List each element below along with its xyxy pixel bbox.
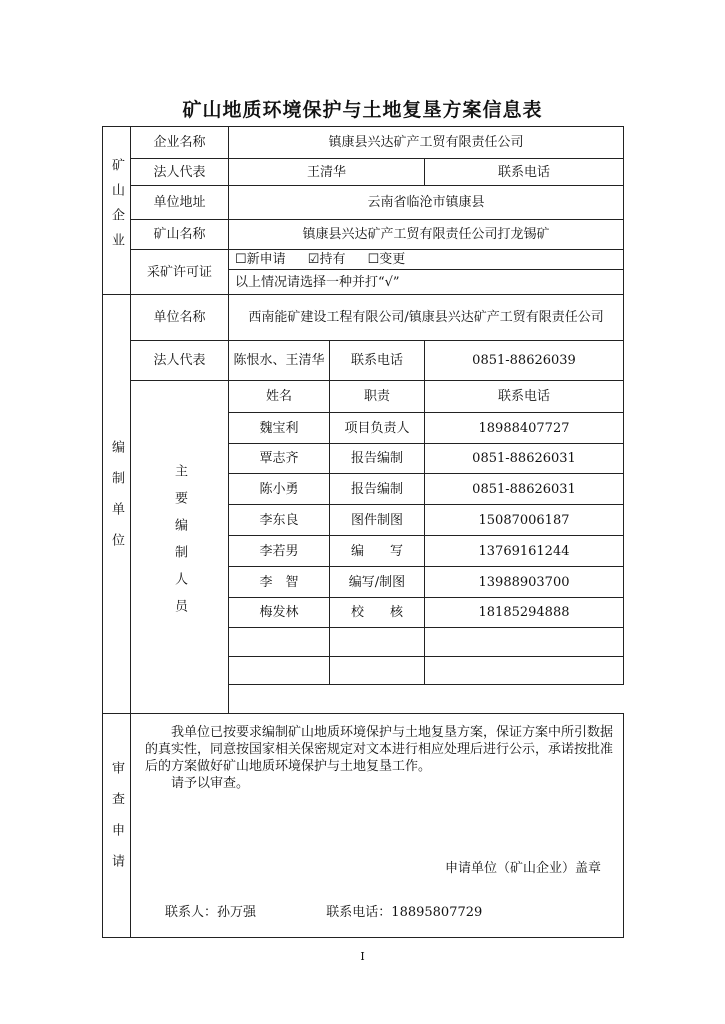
review-statement: 我单位已按要求编制矿山地质环境保护与土地复垦方案，保证方案中所引数据的真实性，同意按国家相关保密规定对文本进行相应处理后进行公示，承诺按批准后的方案做好矿山地质环境保护与土地复垦工作。 — [145, 725, 614, 774]
staff-phone: 0851-88626031 — [425, 474, 624, 505]
staff-role: 编写/制图 — [330, 567, 425, 598]
unit-legal-rep-value: 陈恨水、王清华 — [229, 341, 330, 381]
unit-name-label: 单位名称 — [131, 295, 229, 341]
staff-phone — [425, 628, 624, 657]
permit-options — [229, 250, 624, 270]
permit-note: 以上情况请选择一种并打“√” — [229, 270, 624, 295]
checkbox-held[interactable]: ☑持有 — [307, 252, 346, 267]
review-request: 请予以审查。 — [171, 776, 250, 791]
contact-person: 联系人：孙万强 — [165, 905, 257, 920]
mine-enterprise-section-label: 矿山企业 — [103, 127, 131, 295]
compiling-unit-section-label: 编制单位 — [103, 295, 131, 714]
address-value: 云南省临沧市镇康县 — [229, 186, 624, 220]
unit-legal-rep-label: 法人代表 — [131, 341, 229, 381]
legal-rep-value: 王清华 — [229, 159, 425, 186]
staff-name: 梅发林 — [229, 598, 330, 628]
contact-phone: 联系电话：18895807729 — [326, 905, 483, 920]
staff-role: 项目负责人 — [330, 413, 425, 444]
checkbox-new-application[interactable]: ☐新申请 — [235, 252, 286, 267]
checkbox-change[interactable]: ☐变更 — [367, 252, 406, 267]
staff-header-name: 姓名 — [229, 381, 330, 413]
staff-role: 校 核 — [330, 598, 425, 628]
contact-line — [165, 904, 482, 921]
mine-name-value: 镇康县兴达矿产工贸有限责任公司打龙锡矿 — [229, 220, 624, 250]
permit-label: 采矿许可证 — [131, 250, 229, 295]
staff-phone: 13988903700 — [425, 567, 624, 598]
staff-name: 覃志齐 — [229, 444, 330, 474]
staff-header-role: 职责 — [330, 381, 425, 413]
stamp-line: 申请单位（矿山企业）盖章 — [445, 861, 602, 876]
company-name-label: 企业名称 — [131, 127, 229, 159]
unit-name-value: 西南能矿建设工程有限公司/镇康县兴达矿产工贸有限责任公司 — [229, 295, 624, 341]
company-name-value: 镇康县兴达矿产工贸有限责任公司 — [229, 127, 624, 159]
mine-name-label: 矿山名称 — [131, 220, 229, 250]
address-label: 单位地址 — [131, 186, 229, 220]
staff-phone: 18988407727 — [425, 413, 624, 444]
page-number: I — [360, 950, 365, 963]
info-table — [102, 126, 624, 938]
staff-phone: 0851-88626031 — [425, 444, 624, 474]
staff-phone — [425, 657, 624, 685]
staff-name — [229, 657, 330, 685]
staff-name: 李 智 — [229, 567, 330, 598]
staff-role: 报告编制 — [330, 474, 425, 505]
staff-name: 李东良 — [229, 505, 330, 536]
staff-name: 陈小勇 — [229, 474, 330, 505]
staff-label: 主要编制人员 — [131, 381, 229, 714]
staff-phone: 15087006187 — [425, 505, 624, 536]
page-title: 矿山地质环境保护与土地复垦方案信息表 — [182, 99, 543, 121]
legal-rep-label: 法人代表 — [131, 159, 229, 186]
staff-phone: 13769161244 — [425, 536, 624, 567]
staff-phone: 18185294888 — [425, 598, 624, 628]
staff-name — [229, 628, 330, 657]
staff-header-phone: 联系电话 — [425, 381, 624, 413]
staff-role — [330, 657, 425, 685]
staff-role: 图件制图 — [330, 505, 425, 536]
staff-role — [330, 628, 425, 657]
staff-role: 报告编制 — [330, 444, 425, 474]
unit-phone-value: 0851-88626039 — [425, 341, 624, 381]
unit-phone-label: 联系电话 — [330, 341, 425, 381]
staff-role: 编 写 — [330, 536, 425, 567]
staff-name: 李若男 — [229, 536, 330, 567]
review-statement-box — [131, 714, 624, 938]
phone-label: 联系电话 — [425, 159, 624, 186]
review-section-label: 审查申请 — [103, 714, 131, 938]
staff-name: 魏宝利 — [229, 413, 330, 444]
